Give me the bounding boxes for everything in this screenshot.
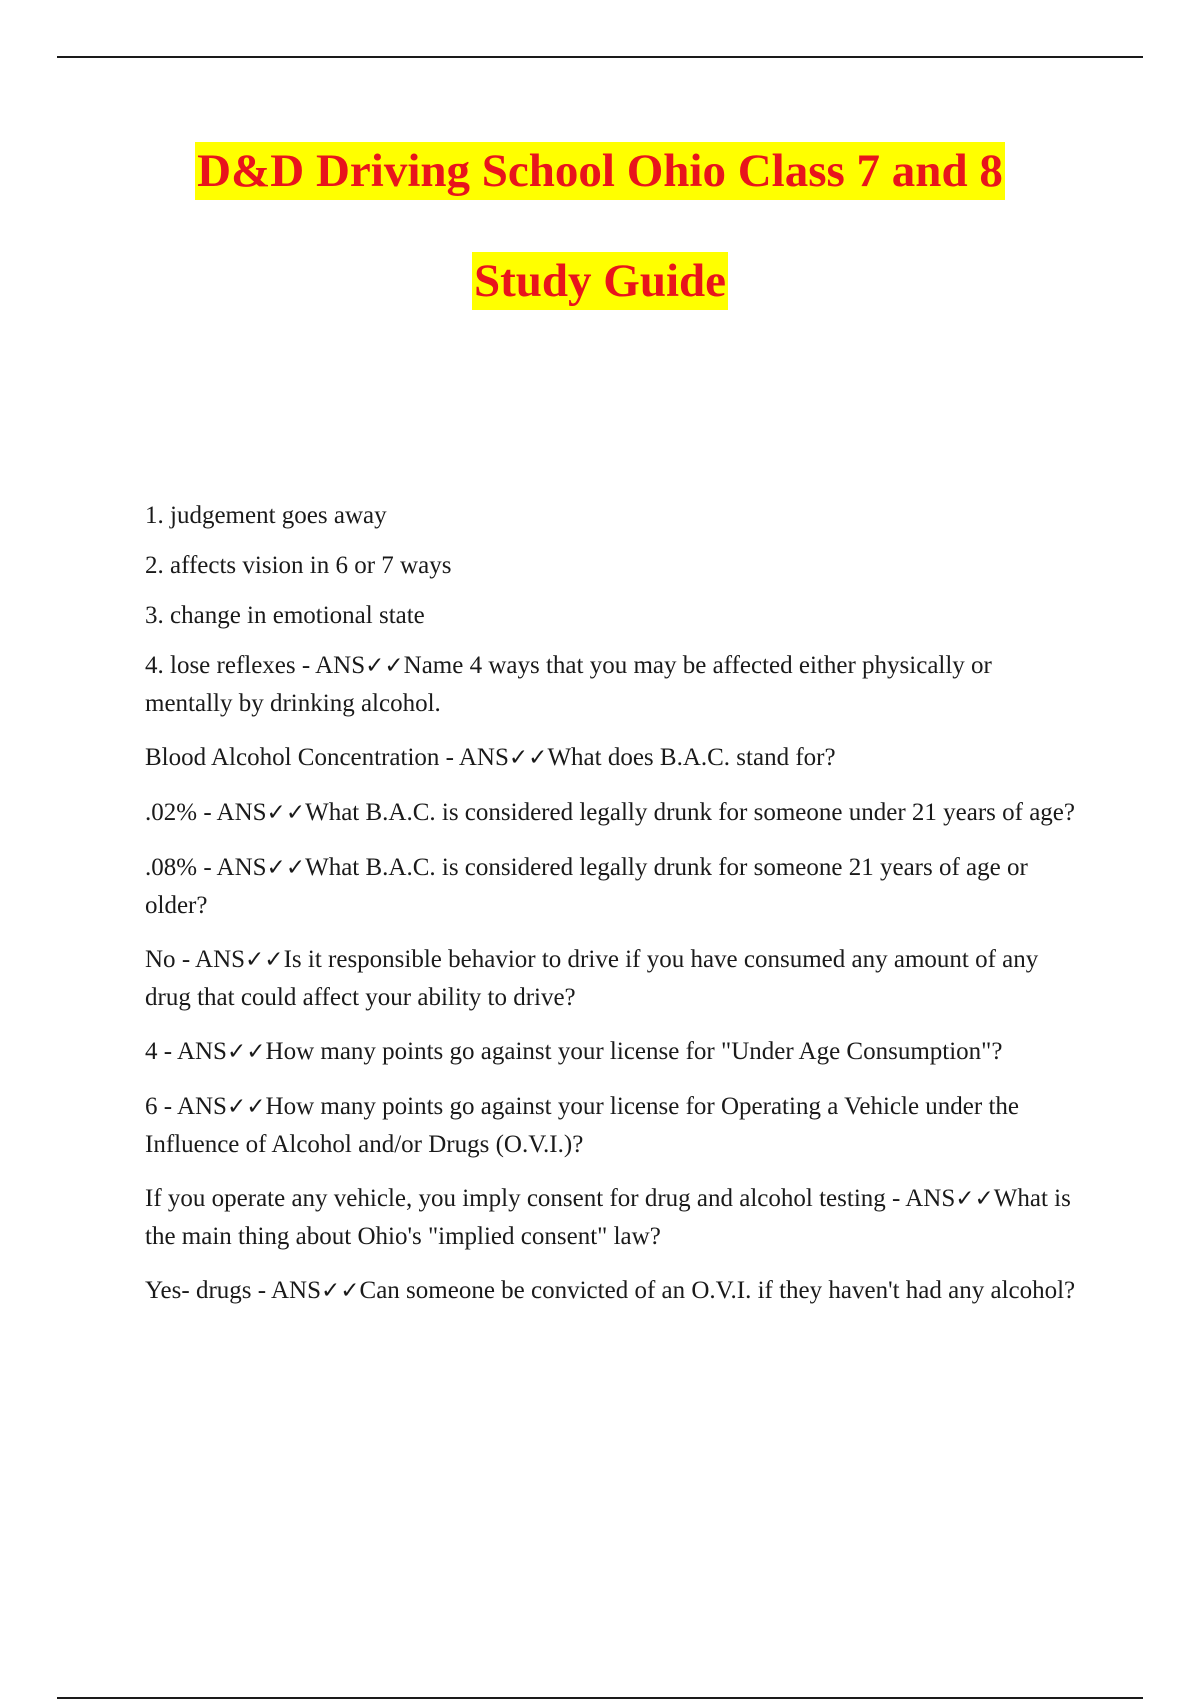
title-block xyxy=(0,142,1200,310)
qa-item xyxy=(145,1088,1080,1163)
qa-item xyxy=(145,739,1080,777)
qa-question: Name 4 ways that you may be affected either physically or mentally by drinking alcohol. xyxy=(145,652,992,717)
document-title-line-1: D&D Driving School Ohio Class 7 and 8 xyxy=(195,142,1005,200)
qa-separator: - ANS xyxy=(439,744,509,771)
qa-question: What is the main thing about Ohio's "implied consent" law? xyxy=(145,1185,1071,1250)
check-mark-icon: ✓✓ xyxy=(226,1094,266,1120)
qa-question: Is it responsible behavior to drive if you have consumed any amount of any drug that could affect your ability to drive? xyxy=(145,946,1039,1011)
qa-separator: - ANS xyxy=(197,799,267,826)
study-content xyxy=(145,497,1080,1327)
check-mark-icon: ✓✓ xyxy=(226,1039,266,1065)
document-title-line-2: Study Guide xyxy=(472,252,728,310)
list-item: 3. change in emotional state xyxy=(145,602,425,629)
check-mark-icon: ✓✓ xyxy=(266,800,306,826)
qa-separator: - ANS xyxy=(251,1277,321,1304)
check-mark-icon: ✓✓ xyxy=(508,745,548,771)
list-item: 2. affects vision in 6 or 7 ways xyxy=(145,552,452,579)
qa-separator: - ANS xyxy=(295,652,366,679)
list-item: 1. judgement goes away xyxy=(145,502,387,529)
qa-item xyxy=(145,1180,1080,1255)
check-mark-icon: ✓✓ xyxy=(266,855,306,881)
qa-separator: - ANS xyxy=(157,1038,227,1065)
qa-question: Can someone be convicted of an O.V.I. if they haven't had any alcohol? xyxy=(359,1277,1076,1304)
qa-question: What B.A.C. is considered legally drunk for someone 21 years of age or older? xyxy=(145,854,1028,919)
qa-question: What B.A.C. is considered legally drunk for someone under 21 years of age? xyxy=(305,799,1076,826)
check-mark-icon: ✓✓ xyxy=(365,653,404,679)
check-mark-icon: ✓✓ xyxy=(320,1278,360,1304)
qa-item xyxy=(145,1033,1080,1071)
qa-separator: - ANS xyxy=(197,854,267,881)
qa-separator: - ANS xyxy=(157,1093,227,1120)
check-mark-icon: ✓✓ xyxy=(245,947,284,973)
qa-answer: Yes- drugs xyxy=(145,1277,252,1304)
qa-answer: .08% xyxy=(145,854,198,881)
qa-answer: 6 xyxy=(145,1093,158,1120)
bottom-rule xyxy=(57,1697,1143,1699)
top-rule xyxy=(57,56,1143,58)
qa-question: How many points go against your license for Operating a Vehicle under the Influence of Alcohol and/or Drugs (O.V.I.)? xyxy=(145,1093,1020,1158)
qa-answer: 4 xyxy=(145,1038,158,1065)
qa-question: How many points go against your license for "Under Age Consumption"? xyxy=(265,1038,1003,1065)
qa-question: What does B.A.C. stand for? xyxy=(547,744,836,771)
qa-item xyxy=(145,647,1080,722)
qa-answer: No xyxy=(145,946,176,973)
check-mark-icon: ✓✓ xyxy=(955,1186,994,1212)
qa-item xyxy=(145,1272,1080,1310)
qa-answer: .02% xyxy=(145,799,198,826)
qa-answer: Blood Alcohol Concentration xyxy=(145,744,440,771)
qa-separator: - ANS xyxy=(885,1185,956,1212)
qa-separator: - ANS xyxy=(175,946,246,973)
qa-answer: If you operate any vehicle, you imply consent for drug and alcohol testing xyxy=(145,1185,886,1212)
qa-item xyxy=(145,794,1080,832)
qa-item xyxy=(145,941,1080,1016)
qa-item xyxy=(145,849,1080,924)
qa-answer: 4. lose reflexes xyxy=(145,652,296,679)
